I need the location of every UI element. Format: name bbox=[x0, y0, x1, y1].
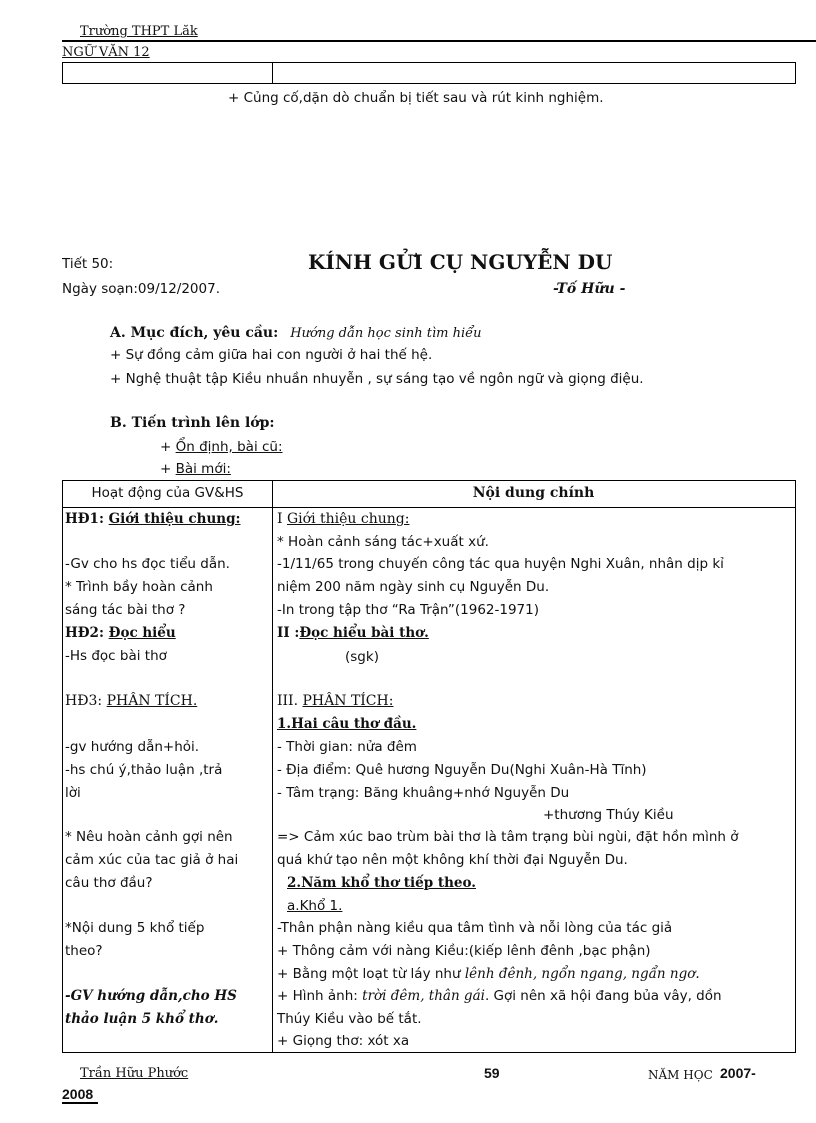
subject-name: NGỮ VĂN 12 bbox=[62, 45, 150, 60]
preparation-date: Ngày soạn:09/12/2007. bbox=[62, 281, 220, 297]
header-rule bbox=[62, 40, 816, 42]
section-a-title: A. Mục đích, yêu cầu: bbox=[110, 325, 279, 341]
content-line: - Tâm trạng: Băng khuâng+nhớ Nguyễn Du bbox=[277, 785, 570, 801]
content-heading-analysis: III. PHÂN TÍCH: bbox=[277, 693, 394, 709]
content-line: + Thông cảm với nàng Kiều:(kiếp lênh đênh ,bạc phận) bbox=[277, 943, 651, 959]
section-a-heading bbox=[110, 325, 482, 341]
activity-line: *Nội dung 5 khổ tiếp bbox=[65, 920, 205, 936]
objective-item: + Nghệ thuật tập Kiều nhuần nhuyễn , sự sáng tạo về ngôn ngữ và giọng điệu. bbox=[110, 371, 644, 387]
column-header-activities: Hoạt động của GV&HS bbox=[91, 485, 244, 501]
content-line: - Địa điểm: Quê hương Nguyễn Du(Nghi Xuân-Hà Tĩnh) bbox=[277, 762, 647, 778]
activity-heading-hd3: HĐ3: PHÂN TÍCH. bbox=[65, 693, 198, 709]
page-number: 59 bbox=[484, 1065, 500, 1081]
content-line: -1/11/65 trong chuyến công tác qua huyện Nghi Xuân, nhân dịp kỉ bbox=[277, 556, 724, 572]
activity-line: -Gv cho hs đọc tiểu dẫn. bbox=[65, 556, 230, 572]
content-line: -In trong tập thơ “Ra Trận”(1962-1971) bbox=[277, 602, 539, 618]
school-year-start: 2007- bbox=[720, 1065, 756, 1081]
school-name: Trường THPT Lăk bbox=[80, 24, 198, 39]
content-line: => Cảm xúc bao trùm bài thơ là tâm trạng bùi ngùi, đặt hồn mình ở bbox=[277, 829, 739, 845]
activity-line: -Hs đọc bài thơ bbox=[65, 648, 167, 664]
content-line: quá khứ tạo nên một không khí thời đại Nguyễn Du. bbox=[277, 852, 628, 868]
activity-heading-hd1: HĐ1: Giới thiệu chung: bbox=[65, 511, 241, 527]
activity-line: theo? bbox=[65, 943, 103, 959]
content-line: niệm 200 năm ngày sinh cụ Nguyễn Du. bbox=[277, 579, 550, 595]
activity-line: cảm xúc của tac giả ở hai bbox=[65, 852, 239, 868]
activity-line: -hs chú ý,thảo luận ,trả bbox=[65, 762, 223, 778]
content-line: - Thời gian: nửa đêm bbox=[277, 739, 417, 755]
activity-line: * Trình bầy hoàn cảnh bbox=[65, 579, 213, 595]
content-line: * Hoàn cảnh sáng tác+xuất xứ. bbox=[277, 534, 489, 550]
section-b-title: B. Tiến trình lên lớp: bbox=[110, 415, 275, 431]
content-line: Thúy Kiều vào bế tắt. bbox=[277, 1011, 422, 1027]
activity-line: sáng tác bài thơ ? bbox=[65, 602, 186, 618]
activity-line: câu thơ đầu? bbox=[65, 875, 153, 891]
activity-line: -gv hướng dẫn+hỏi. bbox=[65, 739, 200, 755]
content-line: -Thân phận nàng kiều qua tâm tình và nỗi lòng của tác giả bbox=[277, 920, 673, 936]
activity-heading-hd2: HĐ2: Đọc hiểu bbox=[65, 625, 176, 641]
content-heading-intro: I Giới thiệu chung: bbox=[277, 511, 410, 527]
content-line: + Giọng thơ: xót xa bbox=[277, 1033, 410, 1049]
activity-line: thảo luận 5 khổ thơ. bbox=[65, 1011, 219, 1027]
lesson-plan-table bbox=[62, 480, 796, 1053]
content-heading-reading: II :Đọc hiểu bài thơ. bbox=[277, 625, 429, 641]
content-subheading: 2.Năm khổ thơ tiếp theo. bbox=[287, 875, 476, 891]
school-year-end: 2008 bbox=[62, 1086, 94, 1102]
activity-line: * Nêu hoàn cảnh gợi nên bbox=[65, 829, 233, 845]
section-a-subtitle: Hướng dẫn học sinh tìm hiểu bbox=[290, 326, 482, 341]
poem-author: -Tố Hữu - bbox=[553, 281, 626, 297]
content-line: +thương Thúy Kiều bbox=[543, 807, 674, 823]
content-line: + Hình ảnh: trời đêm, thân gái. Gợi nên xã hội đang bủa vây, dồn bbox=[277, 988, 722, 1004]
content-subheading: a.Khổ 1. bbox=[287, 898, 343, 914]
activity-line: -GV hướng dẫn,cho HS bbox=[65, 988, 237, 1004]
footer-rule bbox=[62, 1102, 98, 1104]
content-line: (sgk) bbox=[345, 649, 379, 665]
consolidation-note: + Củng cố,dặn dò chuẩn bị tiết sau và rút kinh nghiệm. bbox=[228, 90, 604, 106]
content-line: + Bằng một loạt từ láy như lênh đênh, ngổn ngang, ngẩn ngơ. bbox=[277, 966, 700, 982]
content-subheading: 1.Hai câu thơ đầu. bbox=[277, 716, 417, 732]
procedure-item-new-lesson: + Bài mới: bbox=[160, 461, 231, 477]
procedure-item-stabilize: + Ổn định, bài cũ: bbox=[160, 439, 283, 455]
previous-table-fragment bbox=[62, 62, 796, 84]
column-header-content: Nội dung chính bbox=[472, 485, 595, 501]
school-year-label: NĂM HỌC bbox=[648, 1068, 713, 1082]
activity-line: lời bbox=[65, 785, 81, 801]
objective-item: + Sự đồng cảm giữa hai con người ở hai thế hệ. bbox=[110, 347, 433, 363]
teacher-name: Trần Hữu Phước bbox=[80, 1066, 189, 1081]
lesson-number: Tiết 50: bbox=[62, 256, 114, 272]
lesson-title: KÍNH GỬI CỤ NGUYỄN DU bbox=[308, 250, 613, 274]
